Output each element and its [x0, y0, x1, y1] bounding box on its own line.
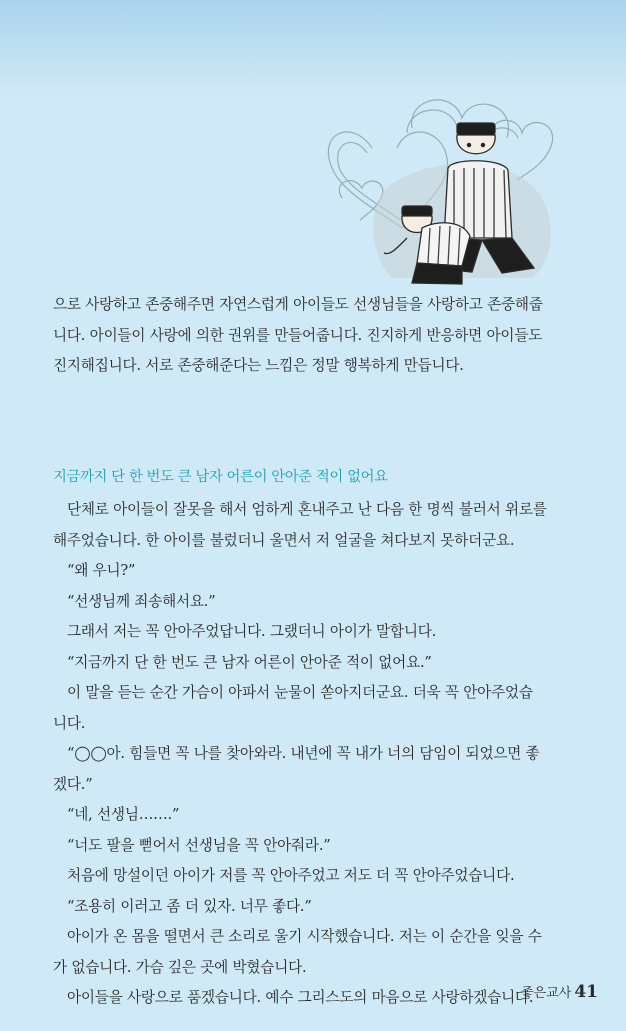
publication-name: 좋은교사 [521, 986, 572, 1001]
dialogue-line: “왜 우니?” [67, 562, 136, 579]
teacher-hugging-child-icon [312, 88, 612, 288]
text-line: 니다. [53, 714, 86, 732]
section-heading-block [53, 466, 563, 488]
text-line: 처음에 망설이던 아이가 저를 꼭 안아주었고 저도 더 꼭 안아주었습니다. [67, 867, 515, 884]
dialogue-line: “너도 팔을 뻗어서 선생님을 꼭 안아줘라.” [67, 836, 331, 854]
intro-paragraph [53, 290, 563, 382]
text-line: 가 없습니다. 가슴 깊은 곳에 박혔습니다. [53, 958, 307, 976]
dialogue-line: “선생님께 죄송해서요.” [67, 592, 216, 610]
dialogue-line: “네, 선생님…….” [67, 806, 180, 823]
text-line: 그래서 저는 꼭 안아주었답니다. 그랬더니 아이가 말합니다. [67, 623, 437, 640]
text-line: 해주었습니다. 한 아이를 불렀더니 울면서 저 얼굴을 쳐다보지 못하더군요. [53, 531, 515, 549]
dialogue-line: “지금까지 단 한 번도 큰 남자 어른이 안아준 적이 없어요.” [67, 653, 432, 671]
text-line: 진지해집니다. 서로 존중해준다는 느낌은 정말 행복하게 만듭니다. [53, 357, 464, 374]
text-line: 겠다.” [53, 775, 93, 793]
page-footer [521, 982, 598, 1002]
dialogue-line: “◯◯아. 힘들면 꼭 나를 찾아와라. 내년에 꼭 내가 너의 담임이 되었으면 좋 [67, 745, 540, 762]
text-line: 니다. 아이들이 사랑에 의한 권위를 만들어줍니다. 진지하게 반응하면 아이들도 [53, 326, 543, 344]
story-body [53, 495, 563, 1014]
text-line: 이 말을 듣는 순간 가슴이 아파서 눈물이 쏟아지더군요. 더욱 꼭 안아주었습 [67, 684, 533, 701]
page-number: 41 [574, 982, 598, 1002]
text-line: 아이가 온 몸을 떨면서 큰 소리로 울기 시작했습니다. 저는 이 순간을 잊을 수 [67, 928, 542, 945]
top-watercolor-wash [0, 0, 626, 95]
dialogue-line: “조용히 이러고 좀 더 있자. 너무 좋다.” [67, 897, 312, 915]
text-line: 단체로 아이들이 잘못을 해서 엄하게 혼내주고 난 다음 한 명씩 불러서 위로를 [67, 501, 547, 518]
text-line: 으로 사랑하고 존중해주면 자연스럽게 아이들도 선생님들을 사랑하고 존중해줍 [53, 296, 543, 313]
section-heading: 지금까지 단 한 번도 큰 남자 어른이 안아준 적이 없어요 [53, 469, 388, 485]
text-line: 아이들을 사랑으로 품겠습니다. 예수 그리스도의 마음으로 사랑하겠습니다. [67, 989, 534, 1006]
